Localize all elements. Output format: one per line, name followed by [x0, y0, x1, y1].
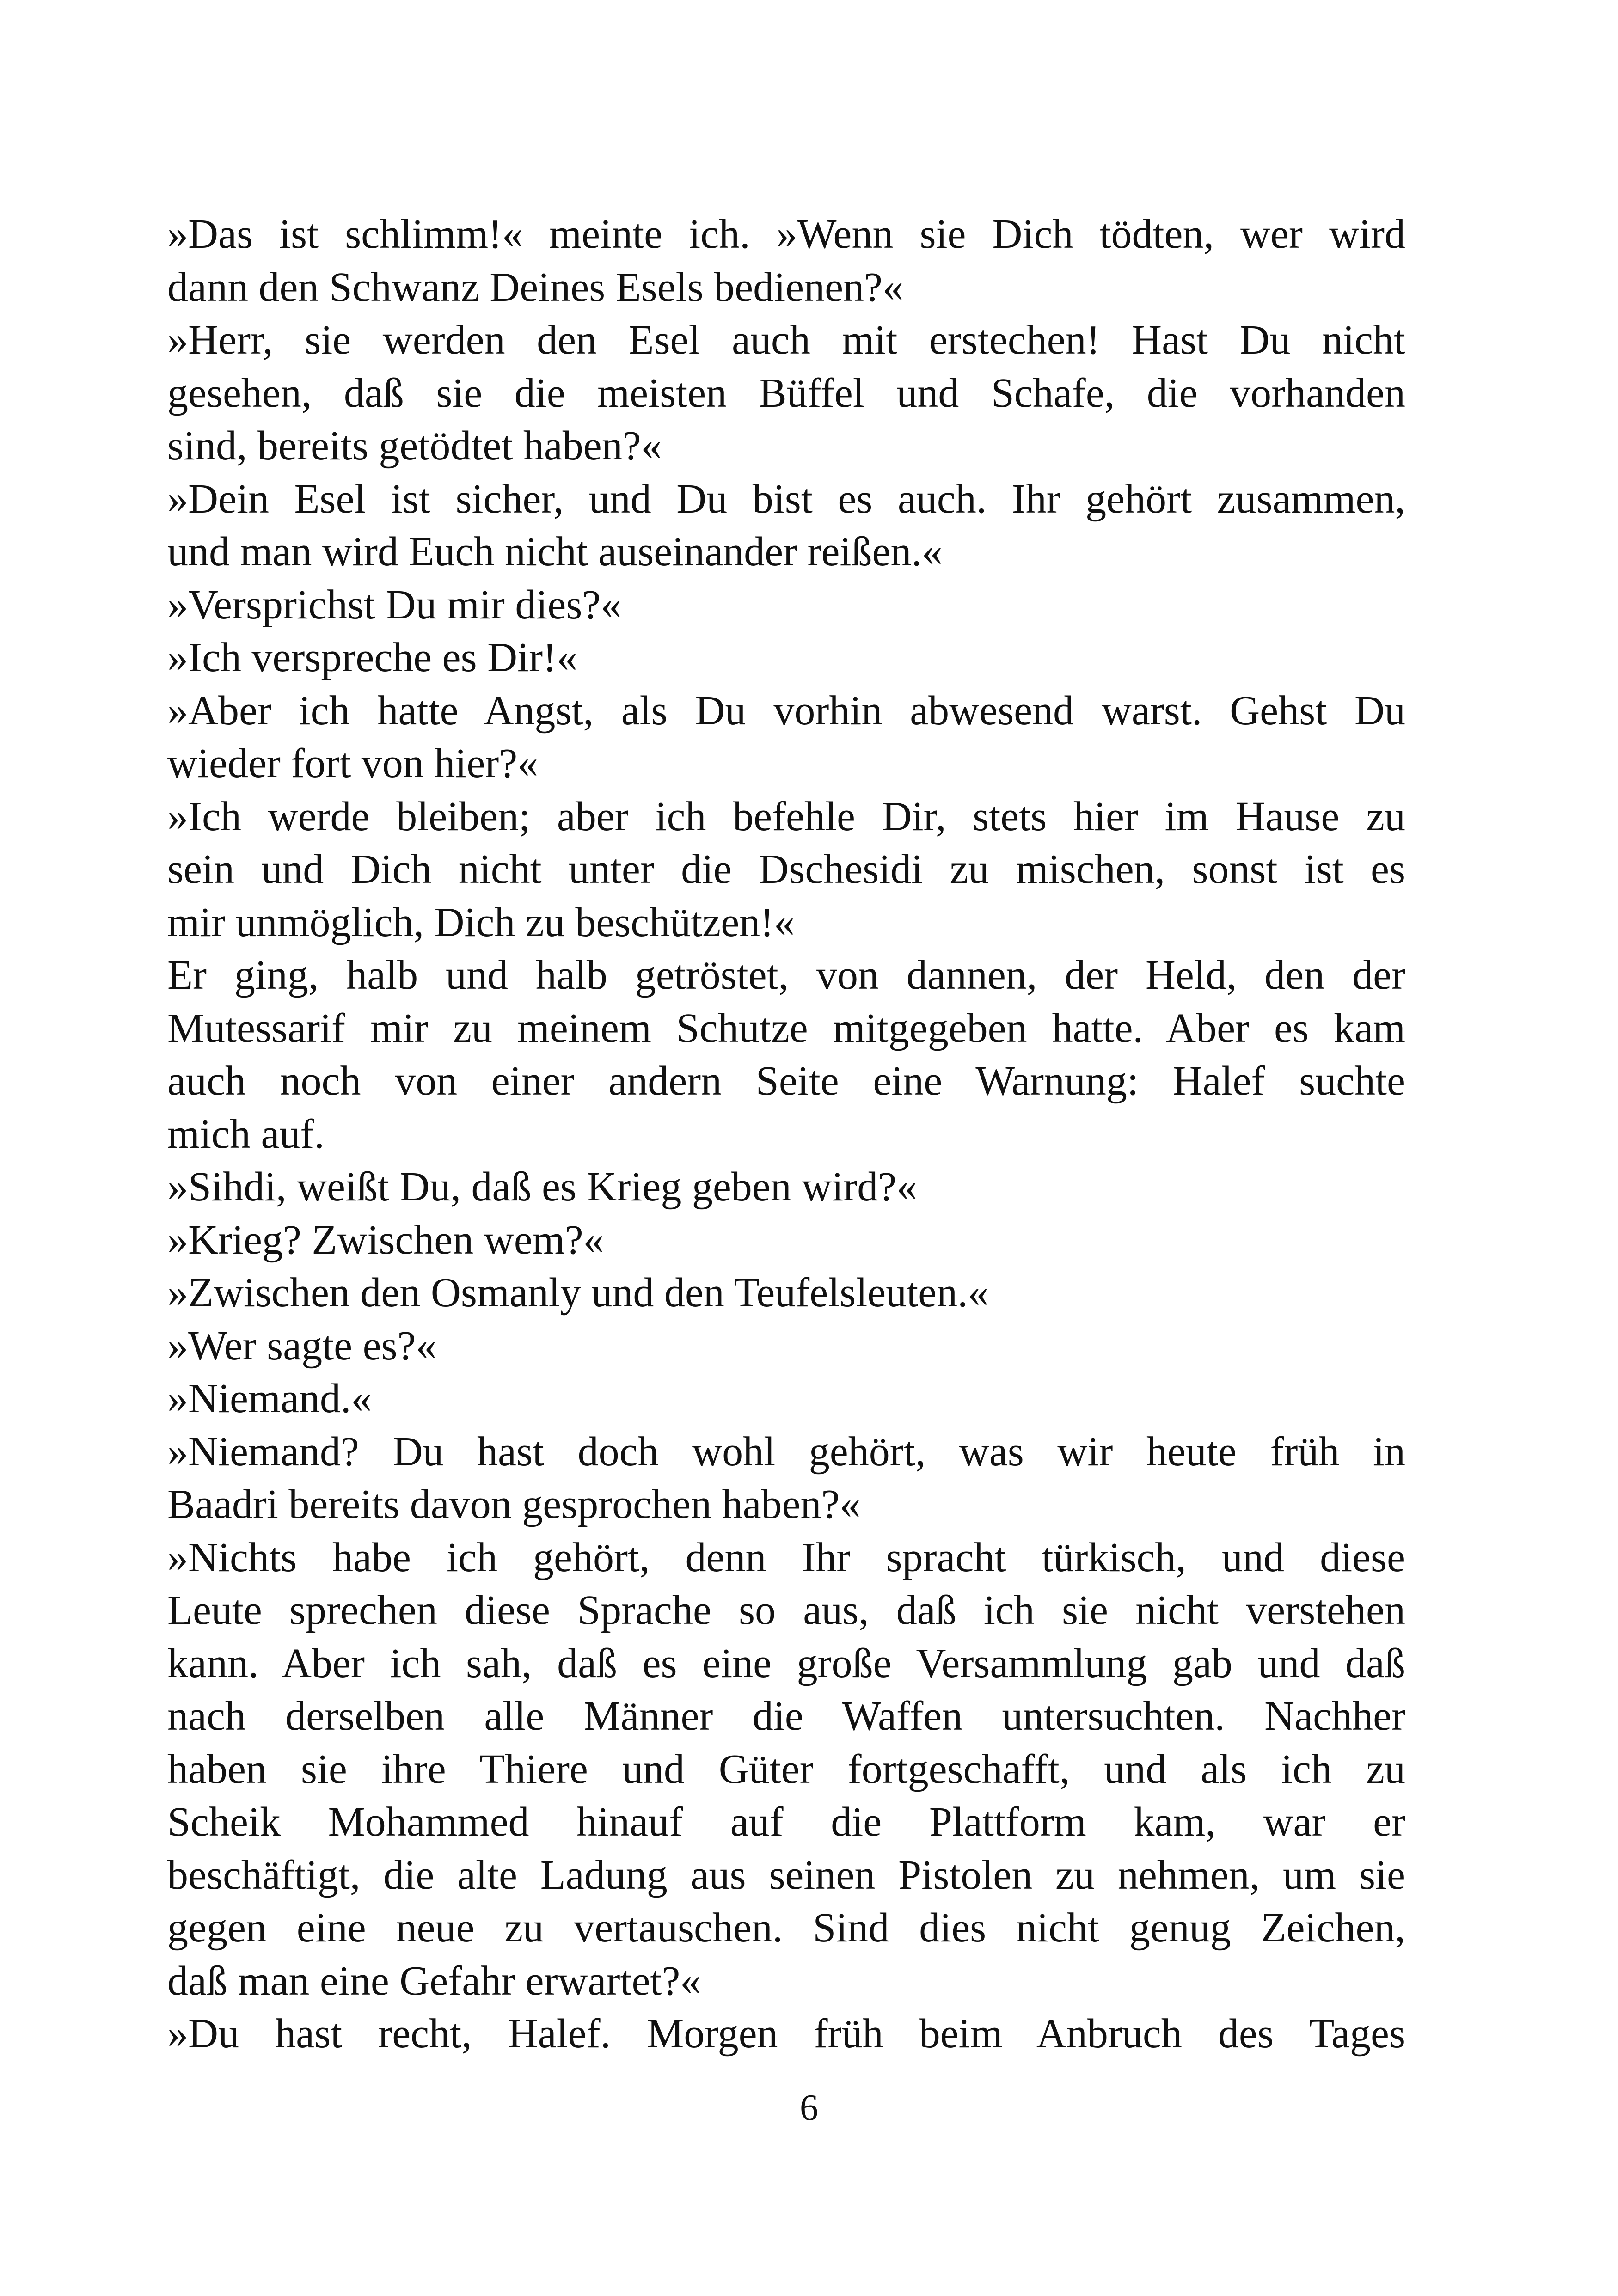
text-line: gesehen, daß sie die meisten Büffel und Schafe, die vorhanden [167, 370, 1405, 416]
text-line: »Herr, sie werden den Esel auch mit erstechen! Hast Du nicht [167, 317, 1405, 363]
text-line: Scheik Mohammed hinauf auf die Plattform kam, war er [167, 1799, 1405, 1845]
text-line: »Zwischen den Osmanly und den Teufelsleuten.« [167, 1270, 989, 1316]
text-line: »Dein Esel ist sicher, und Du bist es auch. Ihr gehört zusammen, [167, 476, 1405, 522]
text-line: Baadri bereits davon gesprochen haben?« [167, 1482, 861, 1527]
text-line: »Krieg? Zwischen wem?« [167, 1217, 604, 1263]
text-line: Leute sprechen diese Sprache so aus, daß ich sie nicht verstehen [167, 1587, 1405, 1633]
text-line: »Aber ich hatte Angst, als Du vorhin abwesend warst. Gehst Du [167, 687, 1405, 734]
page-number: 6 [800, 2088, 818, 2128]
text-line: »Niemand? Du hast doch wohl gehört, was wir heute früh in [167, 1428, 1405, 1475]
text-line: mich auf. [167, 1111, 325, 1157]
text-line: »Sihdi, weißt Du, daß es Krieg geben wird?« [167, 1164, 918, 1210]
text-line: »Ich verspreche es Dir!« [167, 635, 578, 680]
text-line: nach derselben alle Männer die Waffen untersuchten. Nachher [167, 1693, 1405, 1739]
text-line: dann den Schwanz Deines Esels bedienen?« [167, 264, 903, 310]
text-line: beschäftigt, die alte Ladung aus seinen Pistolen zu nehmen, um sie [167, 1852, 1405, 1898]
text-line: sein und Dich nicht unter die Dschesidi zu mischen, sonst ist es [167, 846, 1405, 892]
text-line: sind, bereits getödtet haben?« [167, 423, 662, 469]
text-line: mir unmöglich, Dich zu beschützen!« [167, 899, 795, 945]
text-line: »Das ist schlimm!« meinte ich. »Wenn sie Dich tödten, wer wird [167, 211, 1405, 257]
text-line: »Versprichst Du mir dies?« [167, 582, 622, 628]
body-text [167, 208, 1405, 2061]
text-line: »Ich werde bleiben; aber ich befehle Dir, stets hier im Hause zu [167, 793, 1405, 839]
text-line: und man wird Euch nicht auseinander reißen.« [167, 529, 943, 575]
text-line: »Wer sagte es?« [167, 1322, 437, 1369]
text-line: daß man eine Gefahr erwartet?« [167, 1958, 701, 2004]
text-line: »Du hast recht, Halef. Morgen früh beim Anbruch des Tages [167, 2011, 1405, 2057]
text-line: auch noch von einer andern Seite eine Warnung: Halef suchte [167, 1058, 1405, 1104]
text-line: gegen eine neue zu vertauschen. Sind dies nicht genug Zeichen, [167, 1905, 1405, 1951]
text-line: kann. Aber ich sah, daß es eine große Versammlung gab und daß [167, 1640, 1405, 1686]
text-line: haben sie ihre Thiere und Güter fortgeschafft, und als ich zu [167, 1746, 1405, 1792]
text-line: »Nichts habe ich gehört, denn Ihr spracht türkisch, und diese [167, 1534, 1405, 1580]
text-line: »Niemand.« [167, 1376, 372, 1421]
text-line: wieder fort von hier?« [167, 741, 539, 786]
text-line: Mutessarif mir zu meinem Schutze mitgegeben hatte. Aber es kam [167, 1005, 1405, 1051]
text-line: Er ging, halb und halb getröstet, von dannen, der Held, den der [167, 952, 1405, 998]
